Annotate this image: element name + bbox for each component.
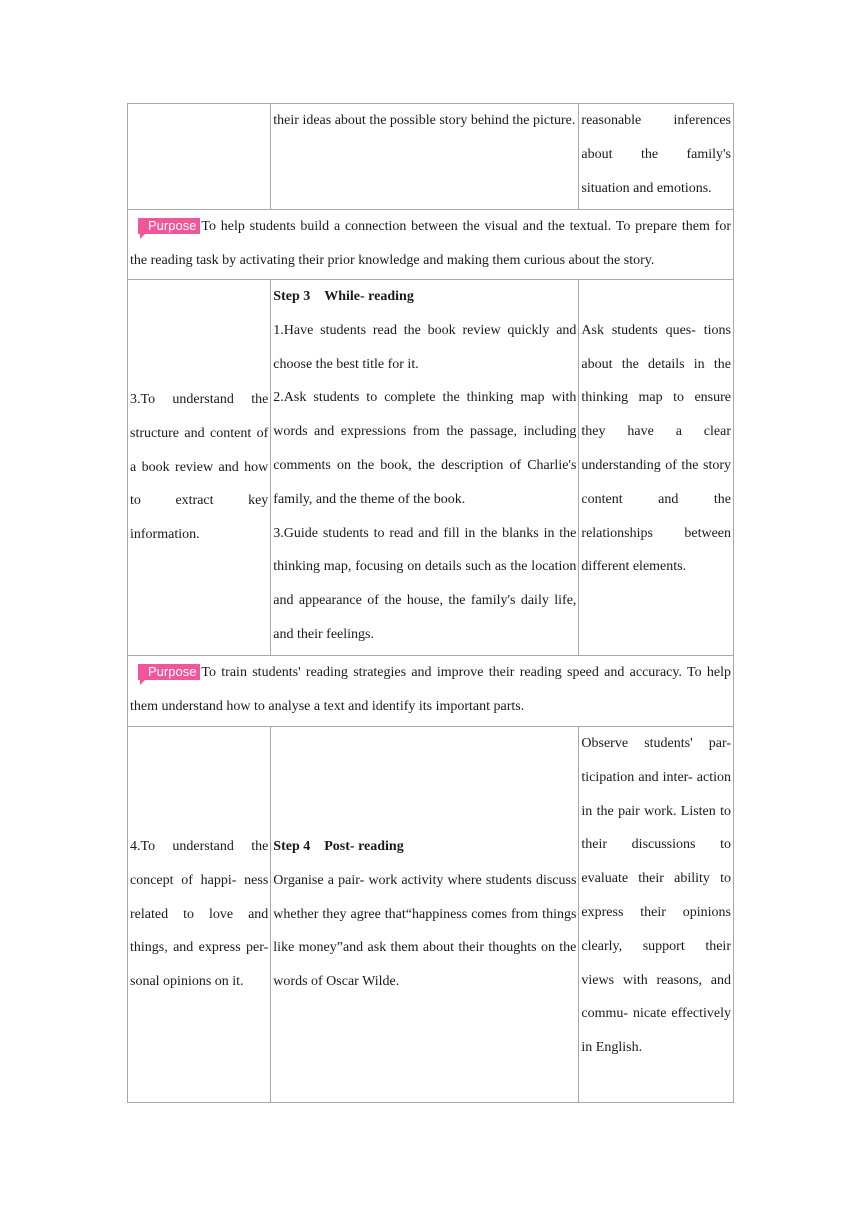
objective-cell [128, 280, 271, 656]
assessment-text: Ask students ques- tions about the details in the thinking map to ensure they have a clear understanding of the story content and the relationships between different elements. [581, 322, 731, 575]
step-heading: Step 3 While- reading [273, 289, 414, 304]
purpose-row [128, 656, 734, 727]
activity-item: 2.Ask students to complete the thinking map with words and expressions from the passage, including comments on the book, the description of Charlie's family, and the theme of the book. [273, 390, 577, 507]
table-row [128, 280, 734, 656]
activity-text: Organise a pair- work activity where students discuss whether they agree that“happiness comes from things like money”and ask them about their thoughts on the words of Oscar Wilde. [273, 872, 577, 990]
objective-text: 3.To understand the structure and content of a book review and how to extract key information. [130, 392, 269, 543]
assessment-text: Observe students' par- ticipation and inter- action in the pair work. Listen to their discussions to evaluate their ability to express their opinions clearly, support their views with reasons, and commu- nicate effectively in English. [581, 736, 731, 1056]
activity-text: their ideas about the possible story behind the picture. [273, 113, 576, 128]
purpose-tag: Purpose [138, 218, 200, 234]
activity-item: 3.Guide students to read and fill in the blanks in the thinking map, focusing on details such as the location and appearance of the house, the family's daily life, and their feelings. [273, 525, 577, 642]
assessment-cell [579, 104, 734, 210]
purpose-cell [128, 656, 734, 727]
assessment-cell [579, 280, 734, 656]
purpose-tag: Purpose [138, 664, 200, 680]
table-row [128, 104, 734, 210]
assessment-cell [579, 727, 734, 1103]
activity-cell [271, 104, 579, 210]
purpose-row [128, 210, 734, 280]
activity-cell [271, 280, 579, 656]
purpose-cell [128, 210, 734, 280]
lesson-plan-table [127, 103, 734, 1103]
objective-text: 4.To understand the concept of happi- ness related to love and things, and express per- sonal opinions on it. [130, 839, 269, 990]
purpose-text: To train students' reading strategies and improve their reading speed and accuracy. To help them understand how to analyse a text and identify its important parts. [130, 665, 731, 714]
objective-cell [128, 727, 271, 1103]
objective-cell [128, 104, 271, 210]
step-heading: Step 4 Post- reading [273, 839, 404, 854]
activity-cell [271, 727, 579, 1103]
table-row [128, 727, 734, 1103]
assessment-text: reasonable inferences about the family's situation and emotions. [581, 113, 731, 196]
activity-item: 1.Have students read the book review quickly and choose the best title for it. [273, 322, 577, 372]
purpose-text: To help students build a connection between the visual and the textual. To prepare them for the reading task by activating their prior knowledge and making them curious about the story. [130, 219, 731, 268]
